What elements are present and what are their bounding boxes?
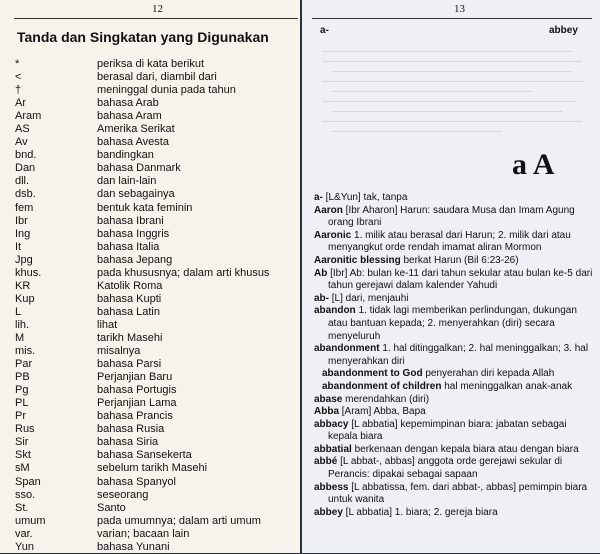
abbreviation-key: KR bbox=[15, 279, 31, 292]
abbreviation-meaning: bahasa Arab bbox=[97, 97, 159, 110]
header-rule bbox=[14, 18, 298, 19]
abbreviation-row bbox=[15, 175, 300, 188]
abbreviation-key: Ibr bbox=[15, 214, 28, 227]
page-title: Tanda dan Singkatan yang Digunakan bbox=[17, 29, 269, 45]
abbreviation-meaning: Perjanjian Baru bbox=[97, 371, 173, 384]
abbreviation-key: umum bbox=[15, 514, 46, 527]
abbreviation-meaning: periksa di kata berikut bbox=[97, 58, 204, 70]
abbreviation-row bbox=[15, 306, 300, 319]
abbreviation-row bbox=[15, 541, 300, 554]
abbreviation-key: Dan bbox=[15, 162, 36, 175]
abbreviation-meaning: bahasa Latin bbox=[97, 305, 160, 318]
entry-definition: [Ibr] Ab: bulan ke-11 dari tahun sekular atau bulan ke-5 dari tahun gerejawi dalam kalender Yahudi bbox=[327, 267, 593, 292]
entry-headword: Aaronitic blessing bbox=[314, 254, 401, 266]
dictionary-entry bbox=[314, 394, 594, 407]
abbreviation-meaning: bahasa Aram bbox=[97, 110, 162, 123]
entry-definition: [Aram] Abba, Bapa bbox=[339, 406, 426, 418]
abbreviation-row bbox=[15, 515, 300, 528]
abbreviation-key: sso. bbox=[15, 488, 36, 501]
running-header-last: abbey bbox=[549, 25, 578, 36]
dictionary-entry bbox=[314, 192, 594, 205]
abbreviation-key: Sir bbox=[15, 436, 29, 449]
dictionary-entry bbox=[314, 507, 594, 520]
abbreviation-key: sM bbox=[15, 462, 30, 475]
abbreviation-key: Kup bbox=[15, 292, 35, 305]
running-header-first: a- bbox=[320, 25, 329, 36]
dictionary-entry bbox=[314, 255, 594, 268]
abbreviation-row bbox=[15, 332, 300, 345]
abbreviation-meaning: bahasa Inggris bbox=[97, 227, 170, 240]
abbreviation-key: Par bbox=[15, 358, 33, 371]
abbreviation-row bbox=[15, 384, 300, 397]
entry-headword: Abba bbox=[314, 406, 339, 418]
abbreviation-meaning: bahasa Rusia bbox=[97, 423, 165, 436]
abbreviation-meaning: bahasa Danmark bbox=[97, 162, 181, 175]
abbreviation-row bbox=[15, 423, 300, 436]
entry-headword: abase bbox=[314, 393, 343, 405]
entry-definition: berkat Harun (Bil 6:23-26) bbox=[400, 254, 519, 266]
dictionary-entries bbox=[314, 192, 594, 519]
abbreviation-meaning: misalnya bbox=[97, 345, 141, 358]
page-number: 13 bbox=[454, 3, 465, 15]
section-letter: a A bbox=[512, 148, 555, 181]
abbreviation-meaning: berasal dari, diambil dari bbox=[97, 71, 217, 84]
entry-headword: abbacy bbox=[314, 418, 349, 430]
abbreviation-key: Skt bbox=[15, 449, 31, 462]
dictionary-entry bbox=[314, 305, 594, 343]
entry-headword: ab- bbox=[314, 292, 329, 304]
abbreviation-meaning: dan lain-lain bbox=[97, 175, 157, 188]
entry-definition: [L abbatia] kepemimpinan biara: jabatan sebagai kepala biara bbox=[328, 418, 567, 443]
entry-headword: abbey bbox=[314, 506, 343, 518]
dictionary-entry bbox=[314, 268, 594, 293]
abbreviation-row bbox=[15, 462, 300, 475]
abbreviation-meaning: bahasa Parsi bbox=[97, 358, 162, 371]
entry-definition: [L&Yun] tak, tanpa bbox=[322, 192, 408, 203]
entry-definition: merendahkan (diri) bbox=[342, 393, 430, 405]
abbreviation-key: * bbox=[15, 58, 20, 70]
abbreviation-key: † bbox=[15, 84, 22, 97]
abbreviation-row bbox=[15, 228, 300, 241]
abbreviation-row bbox=[15, 397, 300, 410]
abbreviation-row bbox=[15, 123, 300, 136]
abbreviation-row bbox=[15, 110, 300, 123]
abbreviation-key: M bbox=[15, 331, 25, 344]
abbreviation-row bbox=[15, 319, 300, 332]
abbreviation-row bbox=[15, 97, 300, 110]
abbreviation-key: fem bbox=[15, 201, 34, 214]
abbreviation-meaning: Perjanjian Lama bbox=[97, 397, 177, 410]
dictionary-entry bbox=[314, 482, 594, 507]
dictionary-entry bbox=[314, 343, 594, 368]
dictionary-entry bbox=[314, 406, 594, 419]
abbreviation-row bbox=[15, 254, 300, 267]
abbreviation-row bbox=[15, 476, 300, 489]
abbreviation-key: AS bbox=[15, 123, 30, 136]
abbreviation-row bbox=[15, 502, 300, 515]
abbreviation-key: Yun bbox=[15, 540, 34, 553]
entry-definition: berkenaan dengan kepala biara atau dengan biara bbox=[351, 443, 579, 455]
dictionary-entry bbox=[314, 230, 594, 255]
abbreviation-meaning: bahasa Italia bbox=[97, 240, 160, 253]
abbreviation-key: PB bbox=[15, 371, 30, 384]
abbreviation-meaning: bahasa Siria bbox=[97, 436, 159, 449]
entry-definition: hal meninggalkan anak-anak bbox=[441, 380, 573, 392]
abbreviation-key: St. bbox=[15, 501, 29, 514]
abbreviation-meaning: bahasa Avesta bbox=[97, 136, 169, 149]
abbreviation-meaning: bahasa Prancis bbox=[97, 410, 173, 423]
abbreviation-key: var. bbox=[15, 527, 33, 540]
abbreviation-row bbox=[15, 202, 300, 215]
dictionary-entry bbox=[314, 456, 594, 481]
abbreviation-meaning: bentuk kata feminin bbox=[97, 201, 193, 214]
abbreviation-row bbox=[15, 371, 300, 384]
entry-headword: Aaron bbox=[314, 204, 343, 216]
entry-headword: abbé bbox=[314, 456, 338, 468]
entry-definition: penyerahan diri kepada Allah bbox=[422, 368, 555, 380]
show-through-text bbox=[322, 44, 592, 141]
abbreviation-meaning: bahasa Kupti bbox=[97, 292, 162, 305]
abbreviation-row bbox=[15, 71, 300, 84]
entry-headword: abandonment to God bbox=[322, 368, 423, 380]
abbreviation-row bbox=[15, 162, 300, 175]
abbreviation-row bbox=[15, 215, 300, 228]
abbreviation-meaning: bahasa Sansekerta bbox=[97, 449, 192, 462]
entry-definition: 1. milik atau berasal dari Harun; 2. milik dari atau menyangkut orde rendah imamat aliran Mormon bbox=[328, 229, 571, 254]
abbreviation-key: Ar bbox=[15, 97, 26, 110]
abbreviation-key: Av bbox=[15, 136, 28, 149]
abbreviation-key: It bbox=[15, 240, 22, 253]
abbreviation-meaning: varian; bacaan lain bbox=[97, 527, 190, 540]
abbreviation-meaning: Santo bbox=[97, 501, 126, 514]
entry-headword: Ab bbox=[314, 267, 328, 279]
abbreviation-key: mis. bbox=[15, 345, 36, 358]
abbreviation-meaning: bahasa Portugis bbox=[97, 384, 177, 397]
entry-headword: Aaronic bbox=[314, 229, 352, 241]
entry-definition: [L abbatia] 1. biara; 2. gereja biara bbox=[342, 506, 498, 518]
abbreviation-meaning: bahasa Jepang bbox=[97, 253, 173, 266]
abbreviation-row bbox=[15, 358, 300, 371]
abbreviation-meaning: Katolik Roma bbox=[97, 279, 163, 292]
abbreviation-meaning: bahasa Yunani bbox=[97, 540, 170, 553]
abbreviation-row bbox=[15, 149, 300, 162]
entry-headword: abbatial bbox=[314, 443, 352, 455]
abbreviation-row bbox=[15, 84, 300, 97]
abbreviation-row bbox=[15, 280, 300, 293]
abbreviation-key: < bbox=[15, 71, 22, 84]
abbreviation-list bbox=[15, 58, 300, 554]
abbreviation-meaning: pada khususnya; dalam arti khusus bbox=[97, 266, 270, 279]
abbreviation-meaning: Amerika Serikat bbox=[97, 123, 175, 136]
page-number: 12 bbox=[152, 3, 163, 15]
entry-definition: [L] dari, menjauhi bbox=[329, 292, 409, 304]
abbreviation-meaning: dan sebagainya bbox=[97, 188, 175, 201]
abbreviation-key: dll. bbox=[15, 175, 30, 188]
abbreviation-row bbox=[15, 267, 300, 280]
left-page bbox=[0, 0, 300, 553]
entry-headword: abandonment bbox=[314, 343, 380, 355]
abbreviation-meaning: bahasa Spanyol bbox=[97, 475, 176, 488]
abbreviation-row bbox=[15, 528, 300, 541]
entry-definition: [Ibr Aharon] Harun: saudara Musa dan Imam Agung orang Ibrani bbox=[328, 204, 575, 229]
header-rule bbox=[312, 18, 592, 19]
abbreviation-meaning: seseorang bbox=[97, 488, 149, 501]
entry-definition: 1. hal ditinggalkan; 2. hal meninggalkan; 3. hal menyerahkan diri bbox=[328, 343, 589, 367]
right-page bbox=[302, 0, 600, 553]
dictionary-entry bbox=[314, 368, 594, 381]
abbreviation-meaning: lihat bbox=[97, 318, 118, 331]
abbreviation-row bbox=[15, 241, 300, 254]
abbreviation-key: bnd. bbox=[15, 149, 37, 162]
entry-headword: a- bbox=[314, 192, 323, 203]
abbreviation-key: Span bbox=[15, 475, 41, 488]
dictionary-entry bbox=[314, 444, 594, 457]
abbreviation-meaning: pada umumnya; dalam arti umum bbox=[97, 514, 261, 527]
entry-headword: abbess bbox=[314, 481, 349, 493]
abbreviation-key: Jpg bbox=[15, 253, 33, 266]
abbreviation-row bbox=[15, 449, 300, 462]
abbreviation-row bbox=[15, 436, 300, 449]
abbreviation-row bbox=[15, 345, 300, 358]
entry-definition: 1. tidak lagi memberikan perlindungan, dukungan atau bantuan kepada; 2. menyerahkan (diri) secara menyeluruh bbox=[328, 305, 577, 342]
abbreviation-row bbox=[15, 489, 300, 502]
abbreviation-row bbox=[15, 188, 300, 201]
entry-headword: abandon bbox=[314, 305, 356, 317]
abbreviation-key: Pr bbox=[15, 410, 26, 423]
abbreviation-meaning: bahasa Ibrani bbox=[97, 214, 164, 227]
entry-definition: [L abbatissa, fem. dari abbat-, abbas] pemimpin biara untuk wanita bbox=[328, 481, 588, 506]
dictionary-entry bbox=[314, 293, 594, 306]
abbreviation-row bbox=[15, 58, 300, 71]
abbreviation-key: Ing bbox=[15, 227, 31, 240]
abbreviation-row bbox=[15, 136, 300, 149]
dictionary-entry bbox=[314, 381, 594, 394]
entry-headword: abandonment of children bbox=[322, 380, 442, 392]
abbreviation-key: Aram bbox=[15, 110, 42, 123]
abbreviation-key: Rus bbox=[15, 423, 35, 436]
abbreviation-key: lih. bbox=[15, 318, 30, 331]
abbreviation-row bbox=[15, 293, 300, 306]
abbreviation-key: Pg bbox=[15, 384, 29, 397]
abbreviation-key: L bbox=[15, 305, 22, 318]
abbreviation-key: khus. bbox=[15, 266, 42, 279]
abbreviation-meaning: bandingkan bbox=[97, 149, 154, 162]
abbreviation-key: PL bbox=[15, 397, 29, 410]
abbreviation-meaning: meninggal dunia pada tahun bbox=[97, 84, 236, 97]
dictionary-entry bbox=[314, 419, 594, 444]
abbreviation-row bbox=[15, 410, 300, 423]
abbreviation-meaning: sebelum tarikh Masehi bbox=[97, 462, 208, 475]
abbreviation-meaning: tarikh Masehi bbox=[97, 331, 163, 344]
dictionary-entry bbox=[314, 205, 594, 230]
abbreviation-key: dsb. bbox=[15, 188, 36, 201]
entry-definition: [L abbat-, abbas] anggota orde gerejawi sekular di Perancis: dipakai sebagai sapaan bbox=[328, 456, 563, 481]
